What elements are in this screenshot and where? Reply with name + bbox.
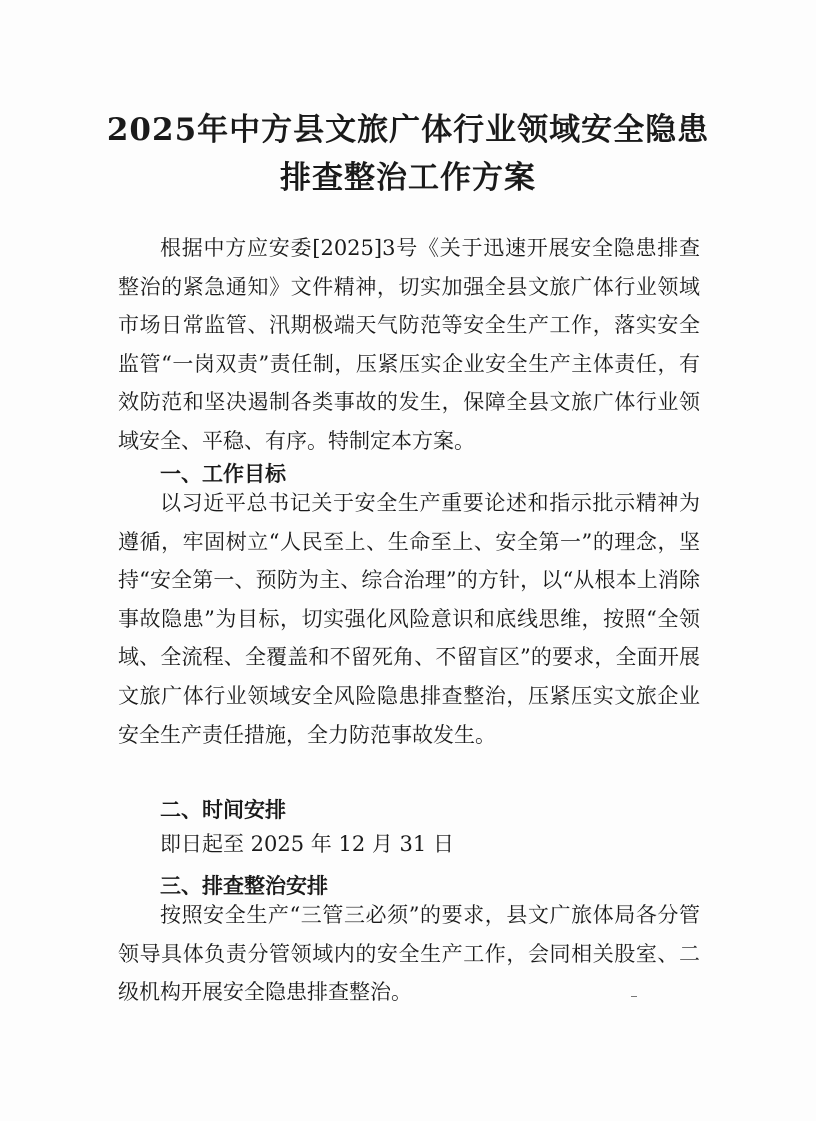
section-3-body: 按照安全生产“三管三必须”的要求，县文广旅体局各分管领导具体负责分管领域内的安全生产工作，会同相关股室、二级机构开展安全隐患排查整治。 (118, 903, 700, 1005)
section-3-heading: 三、排查整治安排 (160, 874, 328, 898)
scan-mark (631, 996, 637, 997)
document-title-line-2: 排查整治工作方案 (280, 160, 536, 196)
intro-paragraph: 根据中方应安委[2025]3号《关于迅速开展安全隐患排查整治的紧急通知》文件精神，切实加强全县文旅广体行业领域市场日常监管、汛期极端天气防范等安全生产工作，落实安全监管“一岗双责”责任制，压紧压实企业安全生产主体责任，有效防范和坚决遏制各类事故的发生，保障全县文旅广体行业领域安全、平稳、有序。特制定本方案。 (118, 236, 700, 453)
section-2-body: 即日起至 2025 年 12 月 31 日 (160, 832, 454, 856)
document-title-line-1: 2025年中方县文旅广体行业领域安全隐患 (106, 112, 710, 148)
section-2-heading: 二、时间安排 (160, 798, 286, 822)
section-1-heading: 一、工作目标 (160, 462, 286, 486)
section-1-body: 以习近平总书记关于安全生产重要论述和指示批示精神为遵循，牢固树立“人民至上、生命至上、安全第一”的理念，坚持“安全第一、预防为主、综合治理”的方针，以“从根本上消除事故隐患”为目标，切实强化风险意识和底线思维，按照“全领域、全流程、全覆盖和不留死角、不留盲区”的要求，全面开展文旅广体行业领域安全风险隐患排查整治，压紧压实文旅企业安全生产责任措施，全力防范事故发生。 (118, 491, 700, 747)
